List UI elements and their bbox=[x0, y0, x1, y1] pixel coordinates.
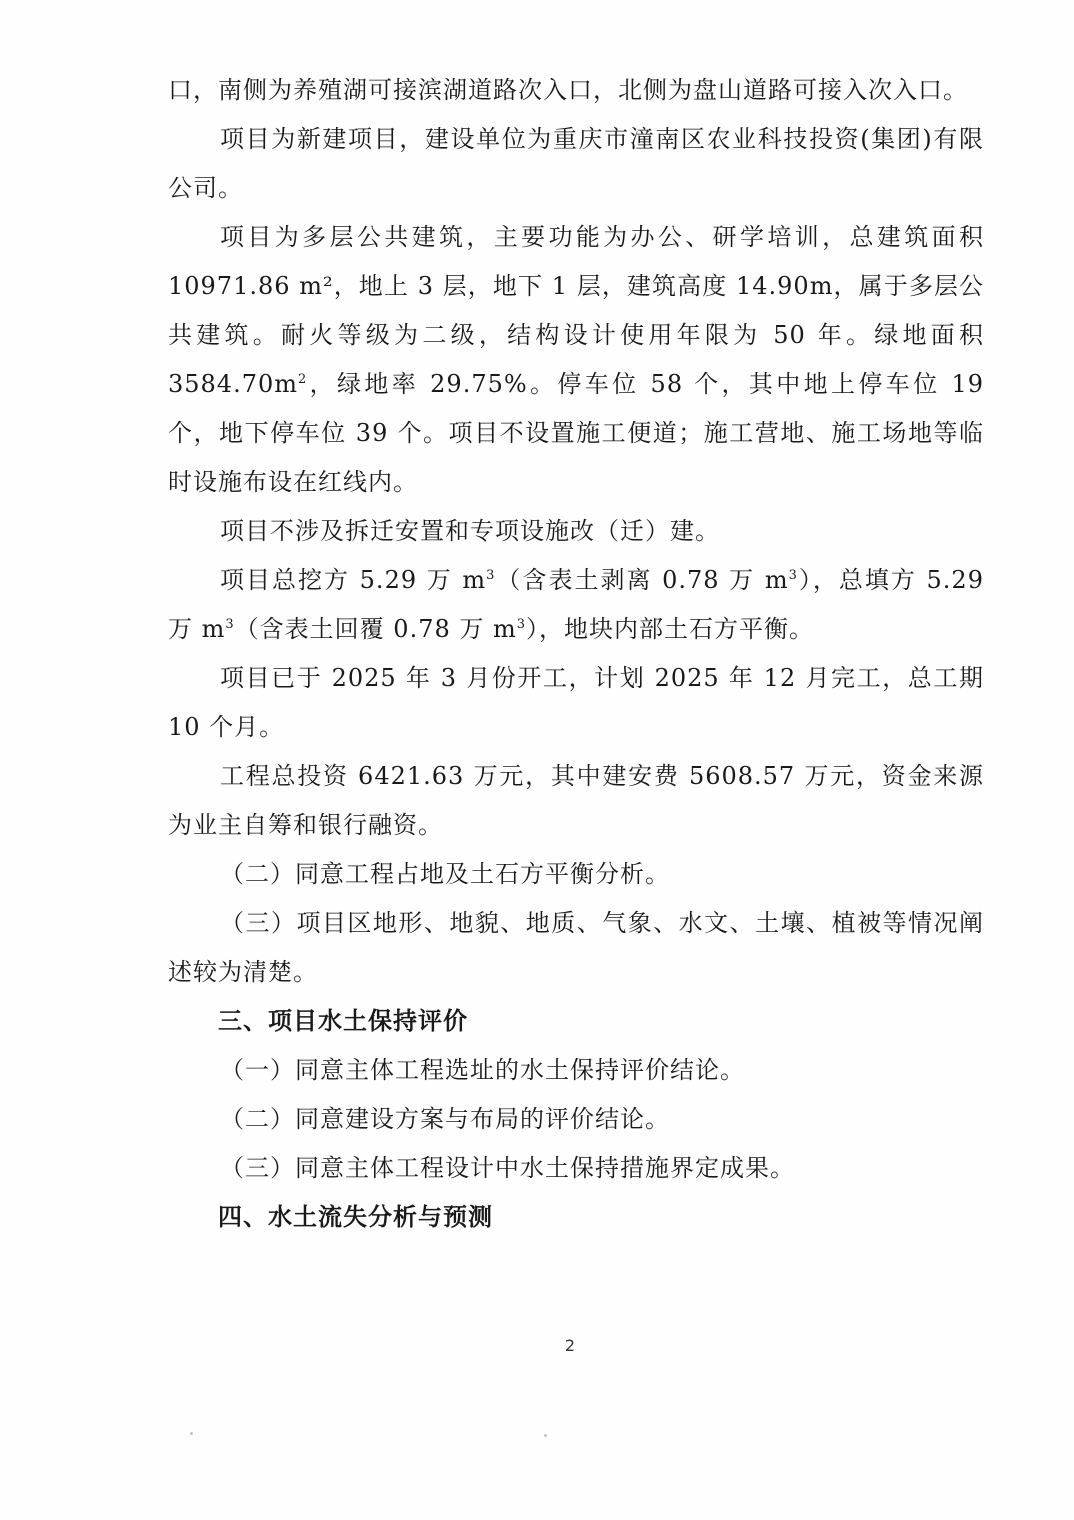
page-number: 2 bbox=[564, 1336, 576, 1355]
superscript-unit: 3 bbox=[516, 617, 527, 632]
body-paragraph bbox=[168, 850, 984, 899]
body-paragraph bbox=[168, 1095, 984, 1144]
text-run: （二）同意工程占地及土石方平衡分析。 bbox=[220, 860, 670, 888]
body-paragraph bbox=[168, 1144, 984, 1193]
text-run: 项目总挖方 5.29 万 m bbox=[220, 566, 487, 594]
text-run: （含表土剥离 0.78 万 m bbox=[495, 566, 789, 594]
text-run: ），总填方 5.29 万 m bbox=[168, 566, 984, 643]
section-heading bbox=[168, 997, 984, 1046]
text-run: 口，南侧为养殖湖可接滨湖道路次入口，北侧为盘山道路可接入次入口。 bbox=[168, 76, 968, 104]
scan-speck bbox=[544, 1434, 547, 1437]
superscript-unit: 3 bbox=[225, 617, 235, 632]
body-paragraph bbox=[168, 752, 984, 850]
superscript-unit: 2 bbox=[298, 372, 308, 387]
text-run: （三）项目区地形、地貌、地质、气象、水文、土壤、植被等情况阐述较为清楚。 bbox=[168, 909, 984, 986]
body-paragraph bbox=[168, 556, 984, 654]
section-heading bbox=[168, 1193, 984, 1242]
text-run: 工程总投资 6421.63 万元，其中建安费 5608.57 万元，资金来源为业主自筹和银行融资。 bbox=[168, 762, 984, 839]
body-paragraph bbox=[168, 899, 984, 997]
body-paragraph bbox=[168, 654, 984, 752]
body-paragraph bbox=[168, 1046, 984, 1095]
text-run: （三）同意主体工程设计中水土保持措施界定成果。 bbox=[220, 1154, 795, 1182]
text-run: （二）同意建设方案与布局的评价结论。 bbox=[220, 1105, 670, 1133]
body-paragraph bbox=[168, 66, 984, 115]
body-paragraph bbox=[168, 115, 984, 213]
text-run: 三、项目水土保持评价 bbox=[218, 1007, 468, 1035]
text-run: 项目为多层公共建筑，主要功能为办公、研学培训，总建筑面积 10971.86 m²，地上 3 层，地下 1 层，建筑高度 14.90m，属于多层公共建筑。耐火等级为二级，结构设计使用年限为 50 年。绿地面积 3584.70m bbox=[168, 223, 984, 398]
text-run: ，绿地率 29.75%。停车位 58 个，其中地上停车位 19 个，地下停车位 39 个。项目不设置施工便道；施工营地、施工场地等临时设施布设在红线内。 bbox=[168, 370, 984, 496]
text-run: （含表土回覆 0.78 万 m bbox=[234, 615, 517, 643]
superscript-unit: 3 bbox=[486, 568, 496, 583]
text-run: （一）同意主体工程选址的水土保持评价结论。 bbox=[220, 1056, 745, 1084]
body-paragraph bbox=[168, 213, 984, 507]
document-body bbox=[168, 66, 984, 1242]
body-paragraph bbox=[168, 507, 984, 556]
text-run: 四、水土流失分析与预测 bbox=[218, 1203, 493, 1231]
text-run: 项目不涉及拆迁安置和专项设施改（迁）建。 bbox=[220, 517, 720, 545]
text-run: ），地块内部土石方平衡。 bbox=[526, 615, 815, 643]
scan-speck bbox=[190, 1432, 193, 1435]
text-run: 项目为新建项目，建设单位为重庆市潼南区农业科技投资(集团)有限公司。 bbox=[168, 125, 984, 202]
superscript-unit: 3 bbox=[788, 568, 798, 583]
text-run: 项目已于 2025 年 3 月份开工，计划 2025 年 12 月完工，总工期 10 个月。 bbox=[168, 664, 984, 741]
